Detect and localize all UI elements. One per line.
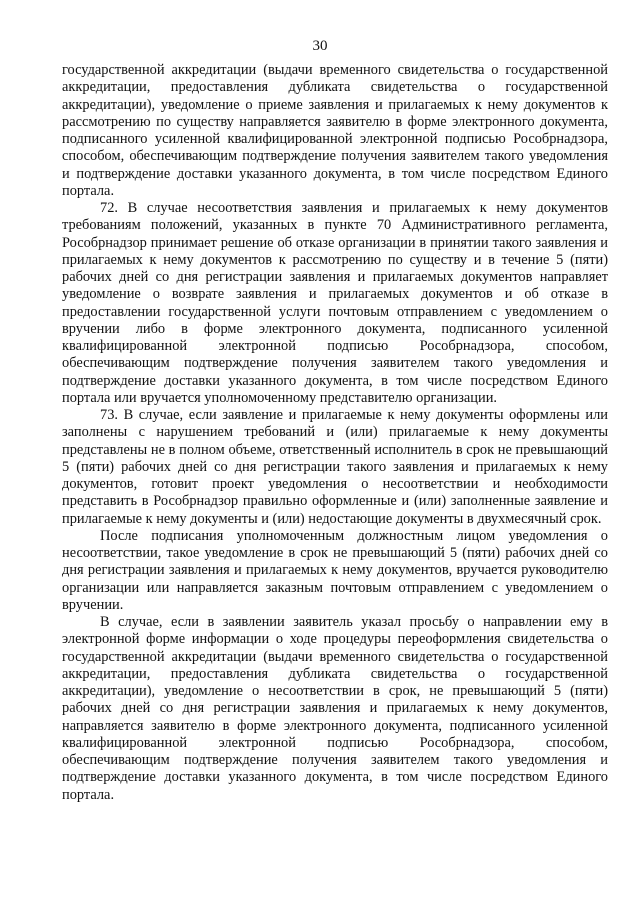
document-body (62, 62, 608, 804)
paragraph-73: 73. В случае, если заявление и прилагаемые к нему документы оформлены или заполнены с нарушением требований и (или) прилагаемые к нему документы представлены не в полном объеме, ответственный исполнитель в срок не превышающий 5 (пяти) рабочих дней со дня регистрации такого заявления и прилагаемых к нему документов, готовит проект уведомления о несоответствии и необходимости представить в Рособрнадзор правильно оформленные и (или) заполненные заявление и прилагаемые к нему документы и (или) недостающие документы в двухмесячный срок. (62, 407, 608, 527)
paragraph-after-signing: После подписания уполномоченным должностным лицом уведомления о несоответствии, такое уведомление в срок не превышающий 5 (пяти) рабочих дней со дня регистрации заявления и прилагаемых к нему документов, вручается руководителю организации или направляется заказным почтовым отправлением с уведомлением о вручении. (62, 527, 608, 613)
paragraph-electronic-form: В случае, если в заявлении заявитель указал просьбу о направлении ему в электронной форме информации о ходе процедуры переоформления свидетельства о государственной аккредитации (выдачи временного свидетельства о государственной аккредитации, предоставления дубликата свидетельства о государственной аккредитации), уведомление о несоответствии в срок, не превышающий 5 (пяти) рабочих дней со дня регистрации заявления и прилагаемых к нему документов, направляется заявителю в форме электронного документа, подписанного усиленной квалифицированной электронной подписью Рособрнадзора, способом, обеспечивающим подтверждение получения заявителем такого уведомления и подтверждение доставки указанного документа, в том числе посредством Единого портала. (62, 614, 608, 803)
page-number: 30 (312, 38, 328, 54)
paragraph-72: 72. В случае несоответствия заявления и прилагаемых к нему документов требованиям положений, указанных в пункте 70 Административного регламента, Рособрнадзор принимает решение об отказе организации в принятии такого заявления и прилагаемых к нему документов к рассмотрению по существу и в течение 5 (пяти) рабочих дней со дня регистрации заявления и прилагаемых документов направляет уведомление о возврате заявления и прилагаемых документов и об отказе в предоставлении государственной услуги почтовым отправлением с уведомлением о вручении либо в форме электронного документа, подписанного усиленной квалифицированной электронной подписью Рособрнадзора, способом, обеспечивающим подтверждение получения заявителем такого уведомления и подтверждение доставки указанного документа, в том числе посредством Единого портала или вручается уполномоченному представителю организации. (62, 200, 608, 406)
paragraph-continuation: государственной аккредитации (выдачи временного свидетельства о государственной аккредитации, предоставления дубликата свидетельства о государственной аккредитации), уведомление о приеме заявления и прилагаемых к нему документов к рассмотрению по существу направляется заявителю в форме электронного документа, подписанного усиленной квалифицированной электронной подписью Рособрнадзора, способом, обеспечивающим подтверждение получения заявителем такого уведомления и подтверждение доставки указанного документа, в том числе посредством Единого портала. (62, 62, 608, 199)
